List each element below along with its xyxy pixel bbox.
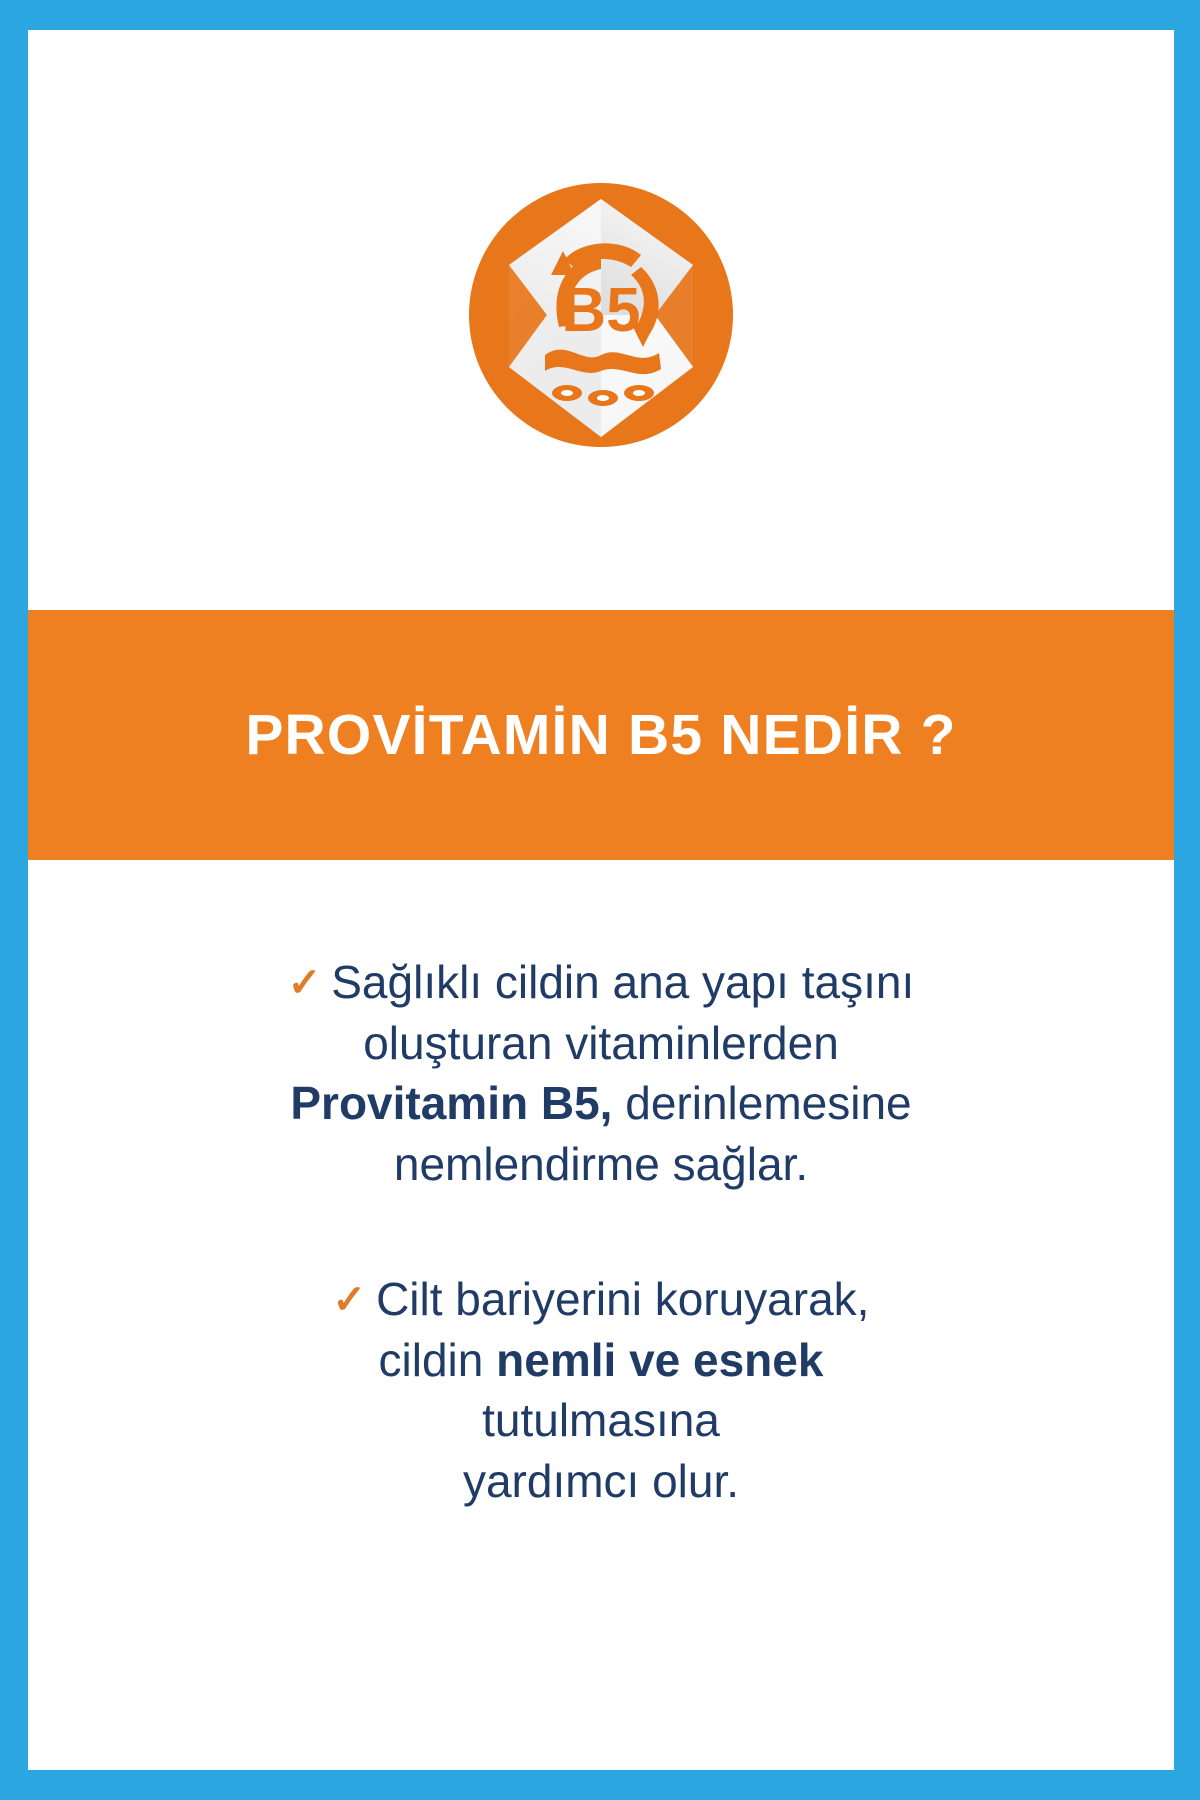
- logo-label: B5: [561, 276, 641, 345]
- bullet-line-text: Sağlıklı cildin ana yapı taşını: [331, 956, 915, 1008]
- bullet-line-text: oluşturan vitaminlerden: [363, 1016, 839, 1069]
- section-heading-band: [28, 610, 1174, 860]
- bullet-line-text: tutulmasına: [482, 1394, 720, 1447]
- bullet-line-text: yardımcı olur.: [462, 1455, 740, 1508]
- top-border-rule: [0, 0, 1200, 30]
- bullet-line-text: nemlendirme sağlar.: [393, 1138, 809, 1191]
- check-icon: ✓: [332, 1277, 367, 1322]
- bullet-emphasis: Provitamin B5,: [290, 1077, 613, 1130]
- provitamin-b5-badge-icon: [441, 155, 761, 475]
- bullet-line-text: cildin: [378, 1333, 497, 1386]
- bullet-line: [148, 952, 1054, 1013]
- body-content: [28, 860, 1174, 1512]
- bullet-line: [148, 1073, 1054, 1134]
- bullet-item: [28, 952, 1174, 1195]
- bullet-line-text: Cilt bariyerini koruyarak,: [376, 1272, 870, 1325]
- bullet-emphasis: nemli ve esnek: [496, 1333, 824, 1386]
- bullet-item: [28, 1269, 1174, 1512]
- bottom-border-rule: [0, 1770, 1200, 1800]
- bullet-line: [148, 1330, 1054, 1391]
- check-icon: ✓: [287, 961, 322, 1005]
- page-title: PROVİTAMİN B5 NEDİR ?: [245, 703, 957, 767]
- bullet-line-text: derinlemesine: [612, 1077, 912, 1130]
- logo-area: [28, 0, 1174, 610]
- bullet-line: [148, 1269, 1054, 1330]
